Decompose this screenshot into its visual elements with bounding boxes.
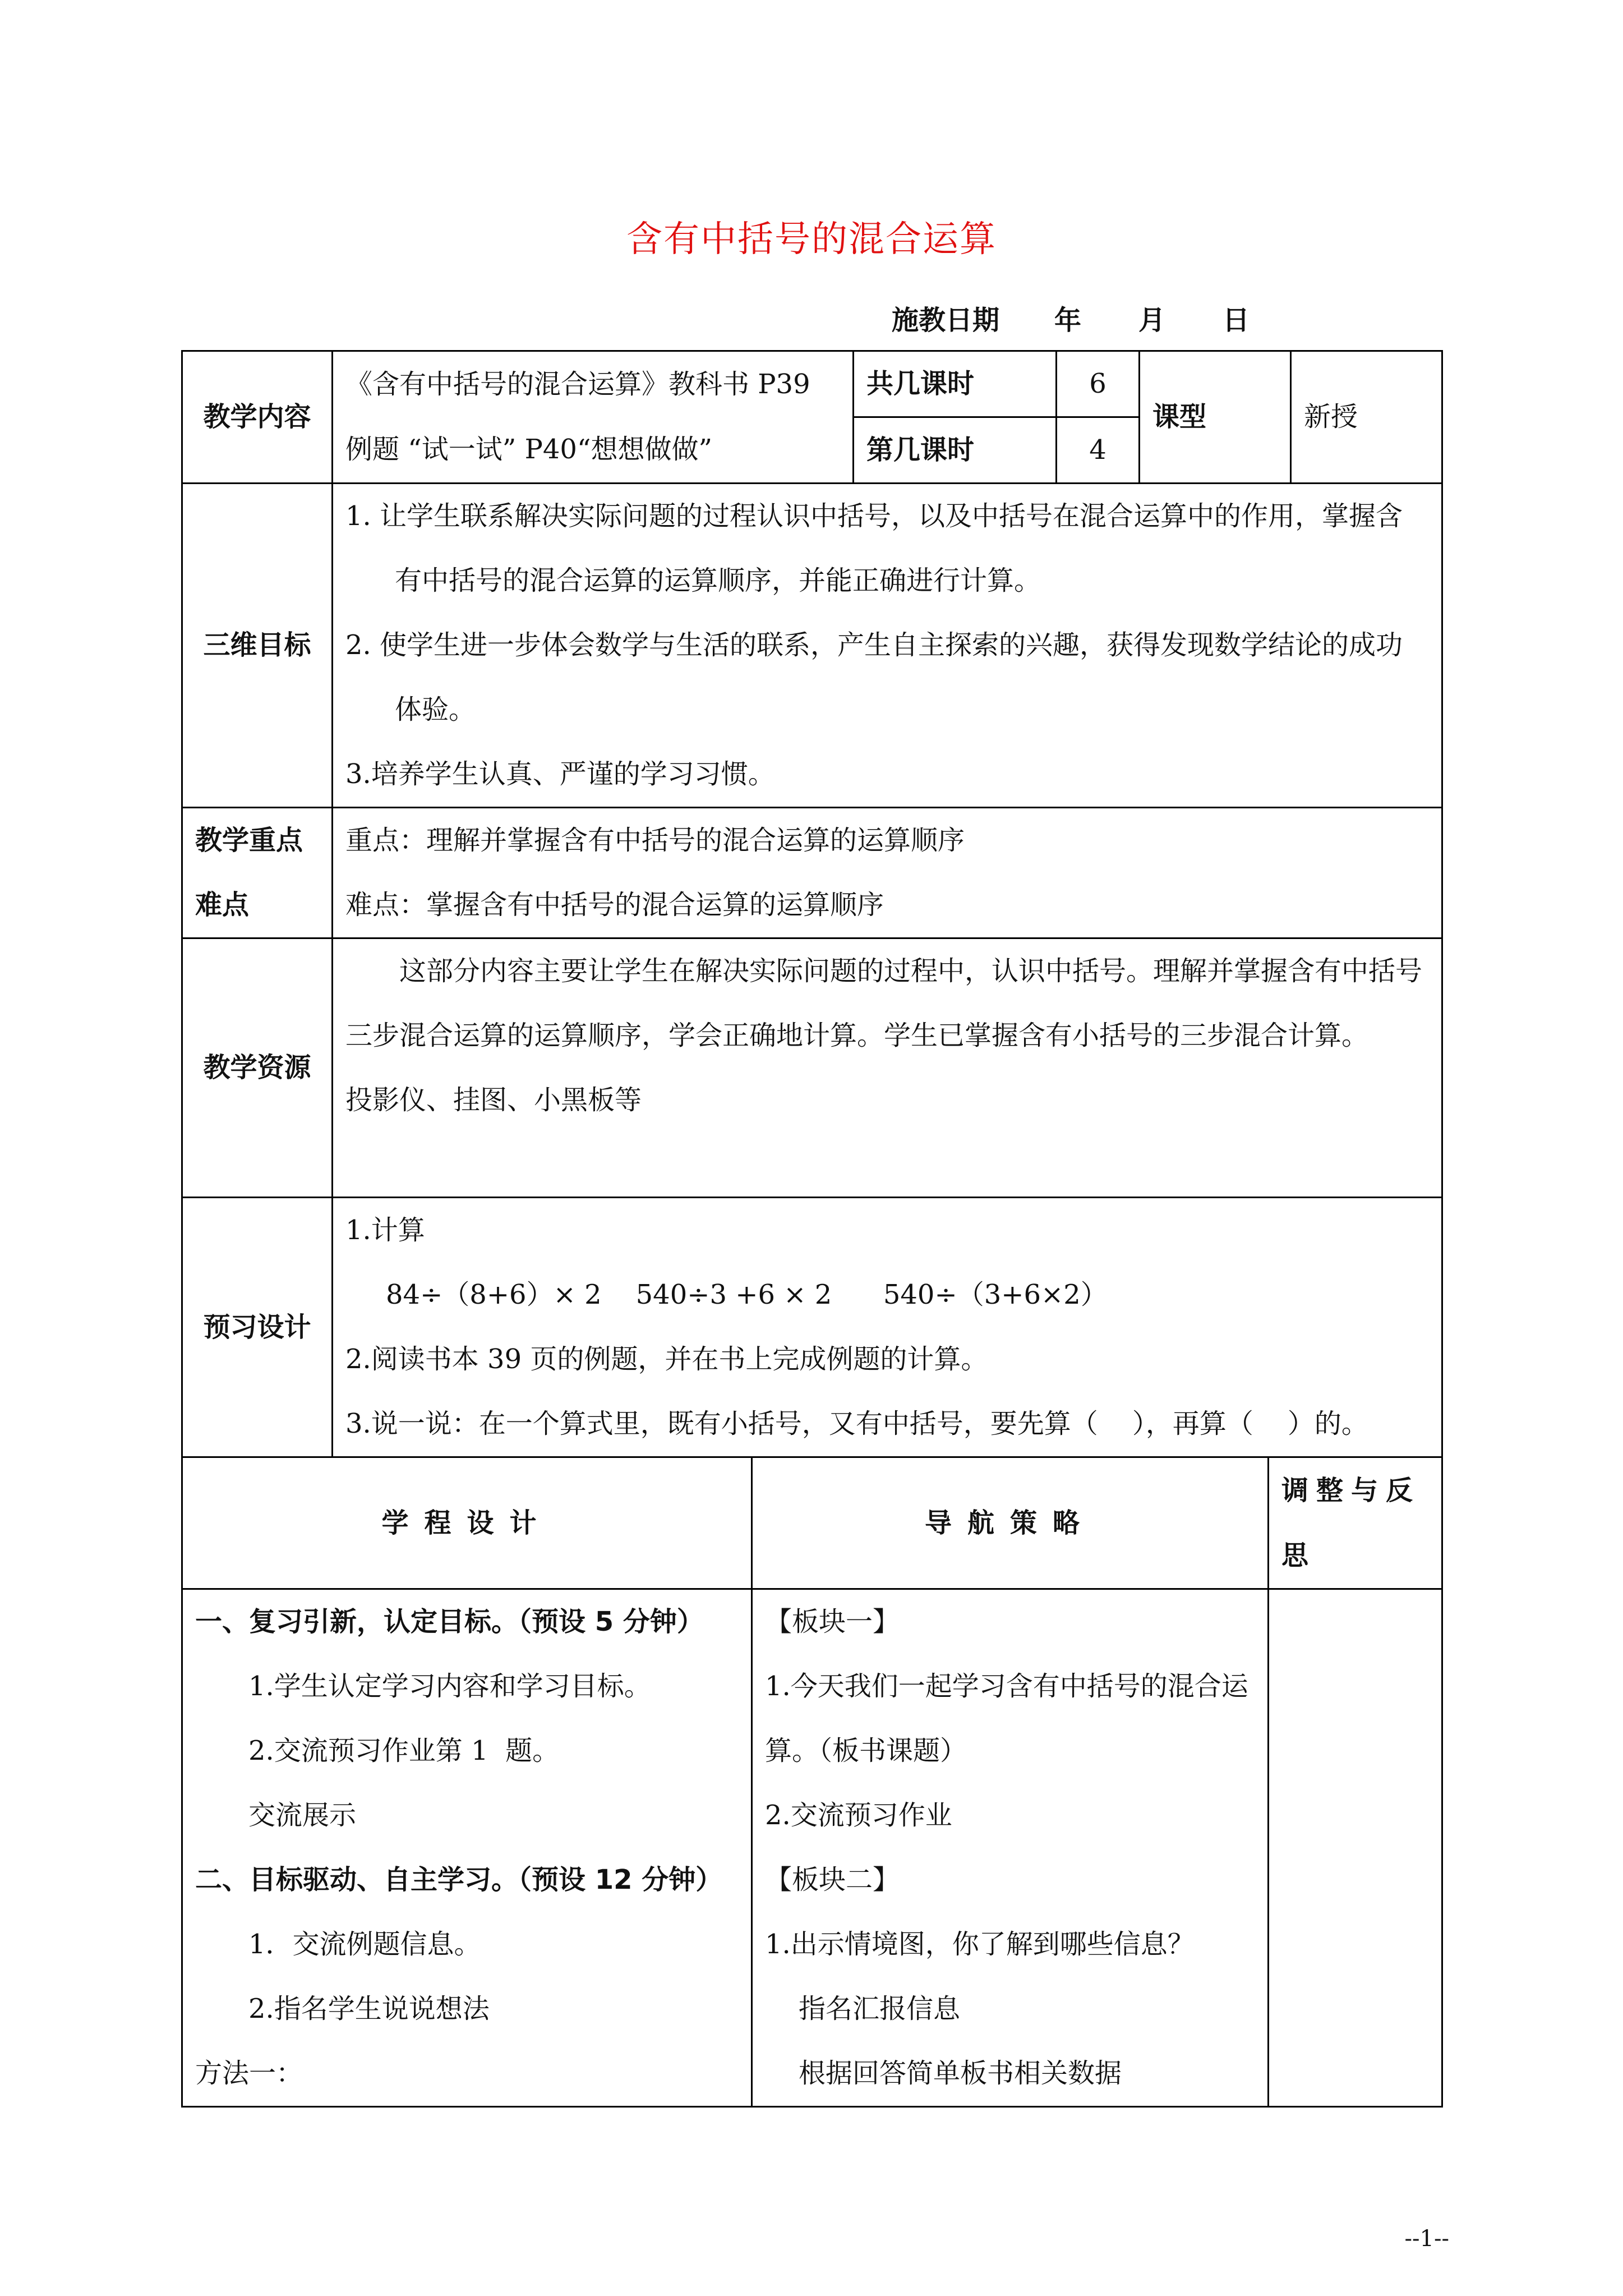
date-year: 年: [1054, 305, 1082, 336]
guide-line-3: 1.出示情境图，你了解到哪些信息？: [765, 1929, 1195, 1960]
date-label: 施教日期: [892, 305, 1000, 336]
study-line-1: 1.学生认定学习内容和学习目标。: [248, 1671, 651, 1702]
keypoints-label: [182, 808, 333, 938]
content-line-1: 《含有中括号的混合运算》教科书 P39: [345, 369, 810, 400]
preview-item-3: 3.说一说：在一个算式里，既有小括号，又有中括号，要先算（ ），再算（ ）的。: [345, 1408, 1368, 1439]
reflection-header: 调整与反思: [1269, 1457, 1442, 1589]
resources-label: 教学资源: [182, 938, 333, 1198]
lesson-info-table: [181, 350, 1443, 1458]
total-lessons-label: 共几课时: [854, 351, 1057, 417]
resources-cell: [333, 938, 1442, 1198]
goals-label: 三维目标: [182, 484, 333, 808]
page-number: --1--: [1404, 2226, 1449, 2252]
study-line-3: 交流展示: [248, 1800, 357, 1831]
preview-item-2: 2.阅读书本 39 页的例题，并在书上完成例题的计算。: [345, 1343, 988, 1375]
study-section-1-heading: 一、复习引新，认定目标。（预设 5 分钟）: [195, 1606, 704, 1637]
lesson-type-label: 课型: [1140, 351, 1291, 484]
process-table: [181, 1456, 1443, 2108]
teaching-date-line: [892, 298, 1249, 337]
nth-lesson-value: 4: [1057, 417, 1140, 484]
guide-line-5: 根据回答简单板书相关数据: [799, 2058, 1122, 2089]
goal-item-3: 3.培养学生认真、严谨的学习习惯。: [345, 758, 775, 790]
guide-line-4: 指名汇报信息: [799, 1993, 961, 2024]
lesson-type-value: 新授: [1291, 351, 1442, 484]
study-design-cell: [182, 1589, 752, 2107]
keypoints-label-line-1: 教学重点: [195, 825, 303, 856]
study-line-4: 1．交流例题信息。: [248, 1929, 481, 1960]
preview-expressions: 84÷（8+6）× 2 540÷3 +6 × 2 540÷（3+6×2）: [386, 1279, 1108, 1310]
content-line-2: 例题 “试一试” P40“想想做做”: [345, 434, 713, 465]
resources-tools: 投影仪、挂图、小黑板等: [345, 1084, 642, 1116]
guide-strategy-header: 导航策略: [752, 1457, 1269, 1589]
keypoints-cell: [333, 808, 1442, 938]
nth-lesson-label: 第几课时: [854, 417, 1057, 484]
content-cell: [333, 351, 854, 484]
resources-paragraph: 这部分内容主要让学生在解决实际问题的过程中，认识中括号。理解并掌握含有中括号三步混合运算的运算顺序，学会正确地计算。学生已掌握含有小括号的三步混合计算。: [345, 955, 1423, 1051]
preview-item-1: 1.计算: [345, 1214, 425, 1246]
study-section-2-heading: 二、目标驱动、自主学习。（预设 12 分钟）: [195, 1864, 723, 1895]
guide-block-1-heading: 【板块一】: [765, 1606, 900, 1637]
keypoints-label-line-2: 难点: [195, 889, 250, 921]
study-design-header: 学程设计: [182, 1457, 752, 1589]
study-line-6: 方法一：: [195, 2058, 303, 2089]
content-label: 教学内容: [182, 351, 333, 484]
difficulty-text: 难点：掌握含有中括号的混合运算的运算顺序: [345, 889, 884, 921]
goal-item-1: 1. 让学生联系解决实际问题的过程认识中括号，以及中括号在混合运算中的作用，掌握含有中括号的混合运算的运算顺序，并能正确进行计算。: [345, 500, 1403, 596]
key-point-text: 重点：理解并掌握含有中括号的混合运算的运算顺序: [345, 825, 965, 856]
study-line-2: 2.交流预习作业第 1 题。: [248, 1735, 560, 1766]
total-lessons-value: 6: [1057, 351, 1140, 417]
goal-item-2: 2. 使学生进一步体会数学与生活的联系，产生自主探索的兴趣，获得发现数学结论的成功体验。: [345, 629, 1403, 725]
reflection-cell: [1269, 1589, 1442, 2107]
preview-cell: [333, 1198, 1442, 1457]
preview-label: 预习设计: [182, 1198, 333, 1457]
guide-line-2: 2.交流预习作业: [765, 1800, 952, 1831]
guide-line-1: 1.今天我们一起学习含有中括号的混合运算。（板书课题）: [765, 1671, 1248, 1766]
guide-block-2-heading: 【板块二】: [765, 1864, 900, 1895]
date-day: 日: [1223, 305, 1250, 336]
guide-strategy-cell: [752, 1589, 1269, 2107]
date-month: 月: [1138, 305, 1166, 336]
document-title: 含有中括号的混合运算: [626, 219, 997, 260]
study-line-5: 2.指名学生说说想法: [248, 1993, 490, 2024]
goals-cell: [333, 484, 1442, 808]
